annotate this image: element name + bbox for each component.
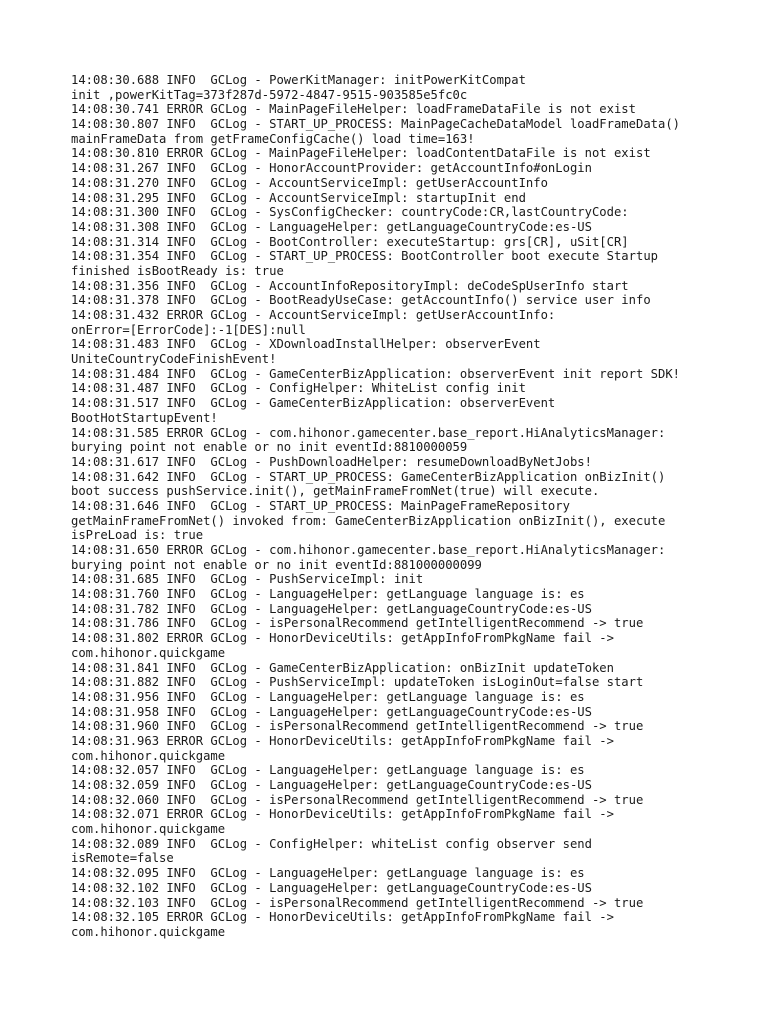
log-line: 14:08:31.517 INFO GCLog - GameCenterBizApplication: observerEvent bbox=[71, 396, 556, 411]
log-line: 14:08:31.300 INFO GCLog - SysConfigChecker: countryCode:CR,lastCountryCode: bbox=[71, 205, 629, 220]
log-line: 14:08:32.089 INFO GCLog - ConfigHelper: whiteList config observer send bbox=[71, 836, 592, 851]
log-line: getMainFrameFromNet() invoked from: GameCenterBizApplication onBizInit(), execute bbox=[71, 513, 666, 528]
log-line: 14:08:31.642 INFO GCLog - START_UP_PROCESS: GameCenterBizApplication onBizInit() bbox=[71, 469, 666, 484]
log-line: 14:08:31.314 INFO GCLog - BootController: executeStartup: grs[CR], uSit[CR] bbox=[71, 234, 629, 249]
log-line: 14:08:31.483 INFO GCLog - XDownloadInstallHelper: observerEvent bbox=[71, 337, 541, 352]
log-line: 14:08:31.487 INFO GCLog - ConfigHelper: WhiteList config init bbox=[71, 381, 526, 396]
log-line: init ,powerKitTag=373f287d-5972-4847-9515-903585e5fc0c bbox=[71, 87, 468, 102]
log-line: 14:08:31.267 INFO GCLog - HonorAccountProvider: getAccountInfo#onLogin bbox=[71, 161, 592, 176]
log-line: 14:08:32.060 INFO GCLog - isPersonalRecommend getIntelligentRecommend -> true bbox=[71, 792, 644, 807]
log-line: com.hihonor.quickgame bbox=[71, 822, 226, 837]
log-line: com.hihonor.quickgame bbox=[71, 924, 226, 939]
log-line: UniteCountryCodeFinishEvent! bbox=[71, 352, 277, 367]
log-line: 14:08:31.650 ERROR GCLog - com.hihonor.gamecenter.base_report.HiAnalyticsManager: bbox=[71, 543, 666, 557]
log-line: com.hihonor.quickgame bbox=[71, 748, 226, 763]
log-line: 14:08:31.760 INFO GCLog - LanguageHelper: getLanguage language is: es bbox=[71, 587, 585, 602]
log-line: 14:08:32.102 INFO GCLog - LanguageHelper: getLanguageCountryCode:es-US bbox=[71, 880, 592, 895]
log-line: 14:08:30.807 INFO GCLog - START_UP_PROCESS: MainPageCacheDataModel loadFrameData() bbox=[71, 117, 681, 132]
log-line: mainFrameData from getFrameConfigCache() load time=163! bbox=[71, 131, 475, 146]
log-line: 14:08:31.354 INFO GCLog - START_UP_PROCESS: BootController boot execute Startup bbox=[71, 249, 658, 264]
log-line: 14:08:32.095 INFO GCLog - LanguageHelper: getLanguage language is: es bbox=[71, 866, 585, 881]
log-line: 14:08:31.786 INFO GCLog - isPersonalRecommend getIntelligentRecommend -> true bbox=[71, 616, 644, 631]
log-line: 14:08:31.585 ERROR GCLog - com.hihonor.gamecenter.base_report.HiAnalyticsManager: bbox=[71, 425, 666, 440]
log-line: 14:08:31.685 INFO GCLog - PushServiceImpl: init bbox=[71, 572, 424, 587]
log-line: 14:08:31.960 INFO GCLog - isPersonalRecommend getIntelligentRecommend -> true bbox=[71, 719, 644, 734]
log-line: BootHotStartupEvent! bbox=[71, 410, 218, 425]
log-line: burying point not enable or no init eventId:881000000099 bbox=[71, 557, 482, 572]
log-line: onError=[ErrorCode]:-1[DES]:null bbox=[71, 322, 306, 337]
log-line: 14:08:31.646 INFO GCLog - START_UP_PROCESS: MainPageFrameRepository bbox=[71, 498, 570, 513]
log-line: 14:08:31.378 INFO GCLog - BootReadyUseCase: getAccountInfo() service user info bbox=[71, 293, 651, 308]
log-line: 14:08:31.958 INFO GCLog - LanguageHelper: getLanguageCountryCode:es-US bbox=[71, 704, 592, 719]
log-line: 14:08:30.741 ERROR GCLog - MainPageFileHelper: loadFrameDataFile is not exist bbox=[71, 102, 636, 117]
log-line: 14:08:31.963 ERROR GCLog - HonorDeviceUtils: getAppInfoFromPkgName fail -> bbox=[71, 733, 614, 748]
log-line: com.hihonor.quickgame bbox=[71, 645, 226, 660]
log-line: 14:08:32.071 ERROR GCLog - HonorDeviceUtils: getAppInfoFromPkgName fail -> bbox=[71, 807, 614, 822]
log-line: 14:08:31.356 INFO GCLog - AccountInfoRepositoryImpl: deCodeSpUserInfo start bbox=[71, 278, 629, 293]
log-line: boot success pushService.init(), getMainFrameFromNet(true) will execute. bbox=[71, 484, 600, 499]
log-line: 14:08:31.882 INFO GCLog - PushServiceImpl: updateToken isLoginOut=false start bbox=[71, 675, 644, 690]
log-line: isRemote=false bbox=[71, 851, 174, 866]
log-output bbox=[71, 73, 731, 940]
log-line: burying point not enable or no init eventId:8810000059 bbox=[71, 440, 468, 455]
log-line: 14:08:31.295 INFO GCLog - AccountServiceImpl: startupInit end bbox=[71, 190, 526, 205]
log-line: 14:08:31.617 INFO GCLog - PushDownloadHelper: resumeDownloadByNetJobs! bbox=[71, 454, 592, 469]
log-line: 14:08:31.308 INFO GCLog - LanguageHelper: getLanguageCountryCode:es-US bbox=[71, 219, 592, 234]
log-line: 14:08:32.059 INFO GCLog - LanguageHelper: getLanguageCountryCode:es-US bbox=[71, 778, 592, 792]
log-line: finished isBootReady is: true bbox=[71, 263, 284, 278]
log-line: 14:08:31.270 INFO GCLog - AccountServiceImpl: getUserAccountInfo bbox=[71, 175, 548, 190]
log-line: 14:08:32.105 ERROR GCLog - HonorDeviceUtils: getAppInfoFromPkgName fail -> bbox=[71, 910, 614, 925]
log-line: 14:08:32.057 INFO GCLog - LanguageHelper: getLanguage language is: es bbox=[71, 763, 585, 778]
log-line: 14:08:31.432 ERROR GCLog - AccountServiceImpl: getUserAccountInfo: bbox=[71, 308, 556, 322]
log-line: 14:08:30.688 INFO GCLog - PowerKitManager: initPowerKitCompat bbox=[71, 73, 526, 87]
log-line: 14:08:31.841 INFO GCLog - GameCenterBizApplication: onBizInit updateToken bbox=[71, 660, 614, 675]
log-line: 14:08:31.802 ERROR GCLog - HonorDeviceUtils: getAppInfoFromPkgName fail -> bbox=[71, 631, 614, 646]
log-line: 14:08:31.484 INFO GCLog - GameCenterBizApplication: observerEvent init report SDK! bbox=[71, 366, 681, 381]
log-line: 14:08:31.782 INFO GCLog - LanguageHelper: getLanguageCountryCode:es-US bbox=[71, 601, 592, 616]
log-line: isPreLoad is: true bbox=[71, 528, 204, 543]
log-line: 14:08:31.956 INFO GCLog - LanguageHelper: getLanguage language is: es bbox=[71, 689, 585, 704]
log-line: 14:08:30.810 ERROR GCLog - MainPageFileHelper: loadContentDataFile is not exist bbox=[71, 146, 651, 161]
log-line: 14:08:32.103 INFO GCLog - isPersonalRecommend getIntelligentRecommend -> true bbox=[71, 895, 644, 910]
